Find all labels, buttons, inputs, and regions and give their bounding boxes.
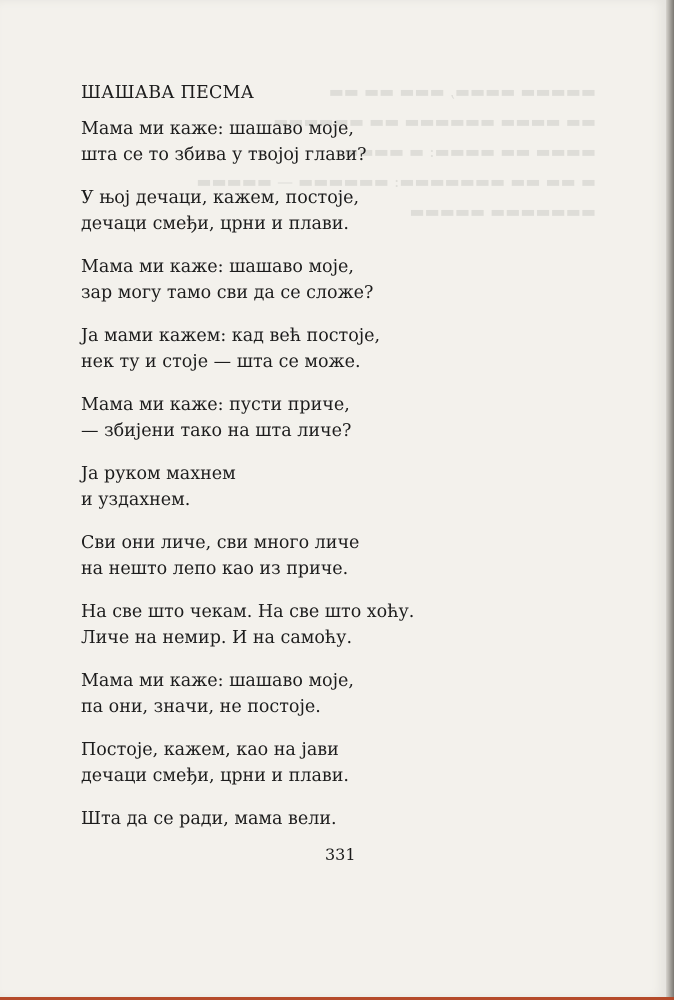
poem-line: Личе на немир. И на самоћу. [81, 628, 353, 648]
poem-line: Ја мами кажем: кад већ постоје, [81, 326, 381, 346]
poem-line: па они, значи, не постоје. [81, 697, 321, 717]
poem-line: На све што чекам. На све што хоћу. [81, 602, 415, 622]
stanza-5 [81, 392, 501, 444]
stanza-7 [81, 530, 501, 582]
stanza-3 [81, 254, 501, 306]
stanza-6 [81, 461, 501, 513]
poem-line: нек ту и стоје — шта се може. [81, 352, 361, 372]
poem-line: Сви они личе, сви много личе [81, 533, 360, 553]
poem-line: на нешто лепо као из приче. [81, 559, 349, 579]
poem-line: Ја руком махнем [81, 464, 236, 484]
stanza-4 [81, 323, 501, 375]
poem-line: Шта да се ради, мама вели. [81, 809, 337, 829]
poem-line: дечаци смеђи, црни и плави. [81, 766, 349, 786]
page-number: 331 [325, 845, 356, 864]
poem-line: Мама ми каже: шашаво моје, [81, 671, 354, 691]
stanza-11 [81, 806, 501, 832]
poem-line: У њој дечаци, кажем, постоје, [81, 188, 360, 208]
poem-line: Мама ми каже: шашаво моје, [81, 119, 354, 139]
stanza-10 [81, 737, 501, 789]
poem-line: шта се то збива у твојој глави? [81, 145, 367, 165]
poem-line: дечаци смеђи, црни и плави. [81, 214, 349, 234]
poem [81, 80, 501, 849]
stanza-1 [81, 116, 501, 168]
poem-line: — збијени тако на шта личе? [81, 421, 352, 441]
poem-line: Мама ми каже: пусти приче, [81, 395, 350, 415]
poem-line: и уздахнем. [81, 490, 191, 510]
poem-line: Мама ми каже: шашаво моје, [81, 257, 354, 277]
stanza-2 [81, 185, 501, 237]
stanza-8 [81, 599, 501, 651]
page-edge-shadow [666, 0, 674, 1000]
reverse-side-bleed-through: ▬▬▬▬▬ ▬▬▬▬, ▬▬▬ ▬▬ ▬▬ ▬▬ ▬▬▬▬ ▬▬▬▬▬▬ ▬▬ ▬▬▬▬▬▬ ▬▬▬▬ ▬▬ ▬▬▬▬: ▬ ▬▬▬▬ ▬ ▬▬ ▬▬ ▬▬▬▬▬▬▬: ▬▬▬▬▬▬ — ▬▬▬▬▬ ▬▬▬▬▬▬▬ ▬▬▬▬▬ [196, 82, 596, 221]
poem-line: Постоје, кажем, као на јави [81, 740, 339, 760]
poem-title: ШАШАВА ПЕСМА [81, 83, 255, 103]
poem-line: зар могу тамо сви да се сложе? [81, 283, 374, 303]
stanza-9 [81, 668, 501, 720]
